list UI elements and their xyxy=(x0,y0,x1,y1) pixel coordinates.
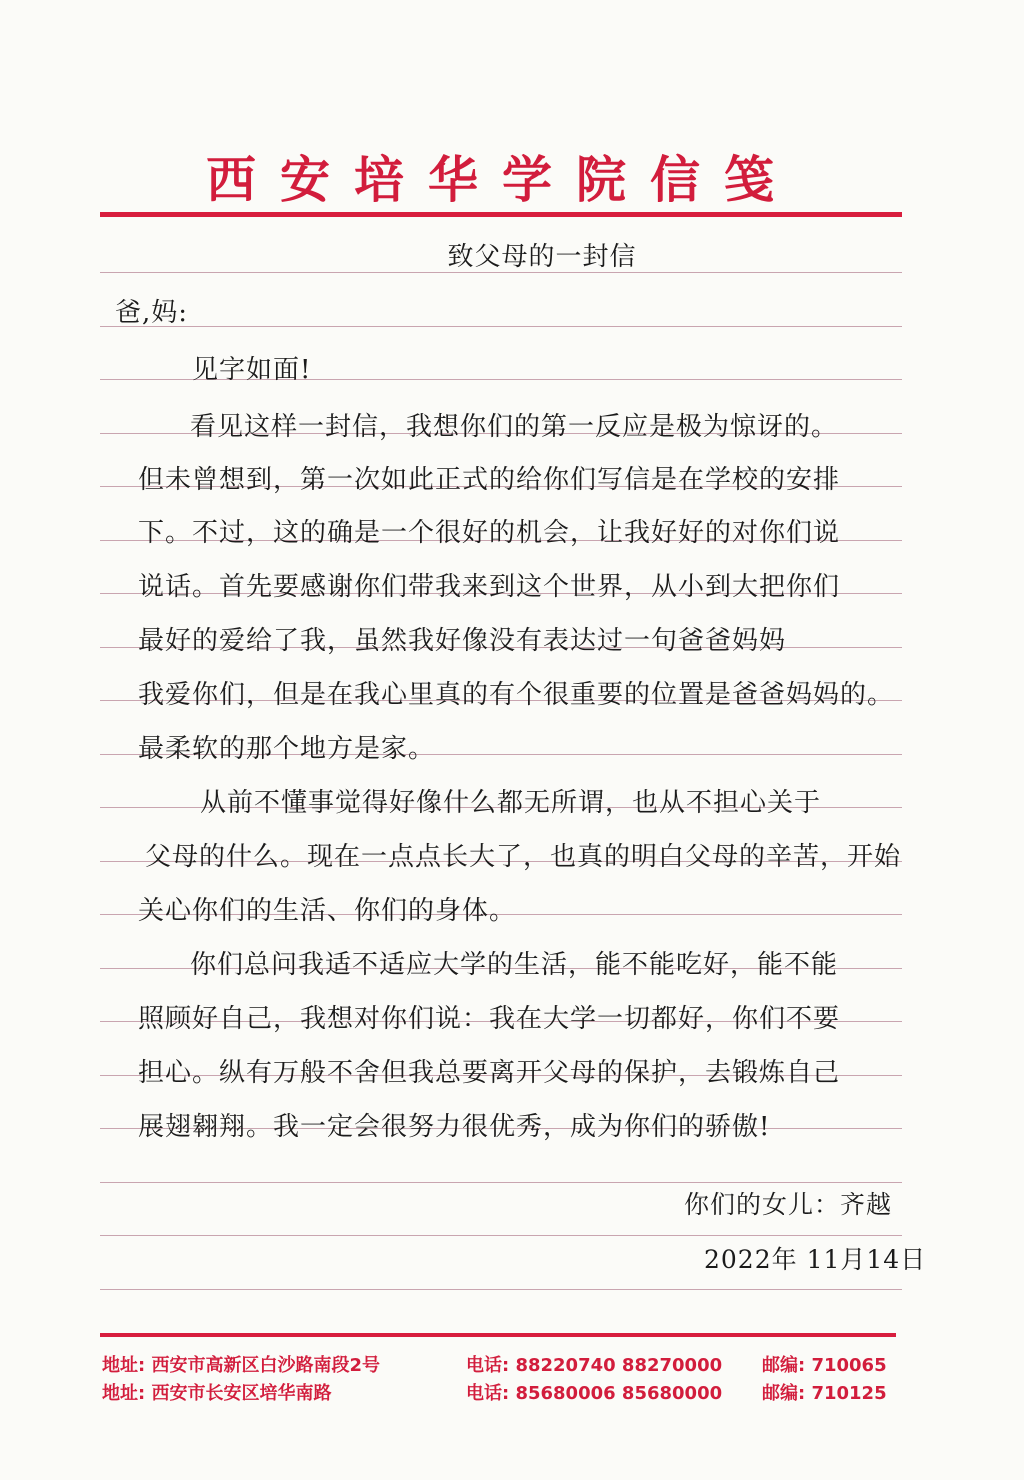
letter-line: 父母的什么。现在一点点长大了，也真的明白父母的辛苦，开始 xyxy=(145,842,902,872)
ruled-line xyxy=(100,1289,902,1290)
letter-line: 最好的爱给了我，虽然我好像没有表达过一句爸爸妈妈 xyxy=(138,626,787,656)
footer-address: 地址: 西安市高新区白沙路南段2号 xyxy=(102,1355,380,1376)
footer-rule xyxy=(100,1333,896,1337)
letter-title: 致父母的一封信 xyxy=(447,242,637,272)
letter-line: 照顾好自己，我想对你们说：我在大学一切都好，你们不要 xyxy=(138,1004,841,1034)
letter-line: 说话。首先要感谢你们带我来到这个世界，从小到大把你们 xyxy=(138,572,841,602)
letter-line: 你们总问我适不适应大学的生活，能不能吃好，能不能 xyxy=(190,950,839,980)
letter-line: 关心你们的生活、你们的身体。 xyxy=(138,896,517,926)
ruled-line xyxy=(100,1182,902,1183)
footer-phone: 电话: 88220740 88270000 xyxy=(466,1355,723,1376)
ruled-line xyxy=(100,1235,902,1236)
letter-line: 但未曾想到，第一次如此正式的给你们写信是在学校的安排 xyxy=(138,465,841,495)
letterhead-rule xyxy=(100,212,902,217)
footer-phone: 电话: 85680006 85680000 xyxy=(466,1383,723,1404)
letter-line: 担心。纵有万般不舍但我总要离开父母的保护，去锻炼自己 xyxy=(138,1058,841,1088)
salutation: 爸,妈: xyxy=(115,298,189,328)
letter-line: 展翅翱翔。我一定会很努力很优秀，成为你们的骄傲! xyxy=(138,1112,771,1142)
footer-postcode: 邮编: 710065 xyxy=(762,1355,887,1376)
letter-line: 从前不懂事觉得好像什么都无所谓，也从不担心关于 xyxy=(200,788,822,818)
letter-line: 看见这样一封信，我想你们的第一反应是极为惊讶的。 xyxy=(190,412,839,442)
date: 2022年 11月14日 xyxy=(704,1245,927,1274)
letter-line: 最柔软的那个地方是家。 xyxy=(138,734,436,764)
letter-line: 下。不过，这的确是一个很好的机会，让我好好的对你们说 xyxy=(138,518,841,548)
letterhead-title: 西安培华学院信笺 xyxy=(206,150,798,209)
letter-line: 我爱你们，但是在我心里真的有个很重要的位置是爸爸妈妈的。 xyxy=(138,680,895,710)
greeting: 见字如面! xyxy=(192,355,312,385)
signature: 你们的女儿：齐越 xyxy=(684,1190,893,1219)
footer-postcode: 邮编: 710125 xyxy=(762,1383,887,1404)
footer-address: 地址: 西安市长安区培华南路 xyxy=(102,1383,332,1404)
